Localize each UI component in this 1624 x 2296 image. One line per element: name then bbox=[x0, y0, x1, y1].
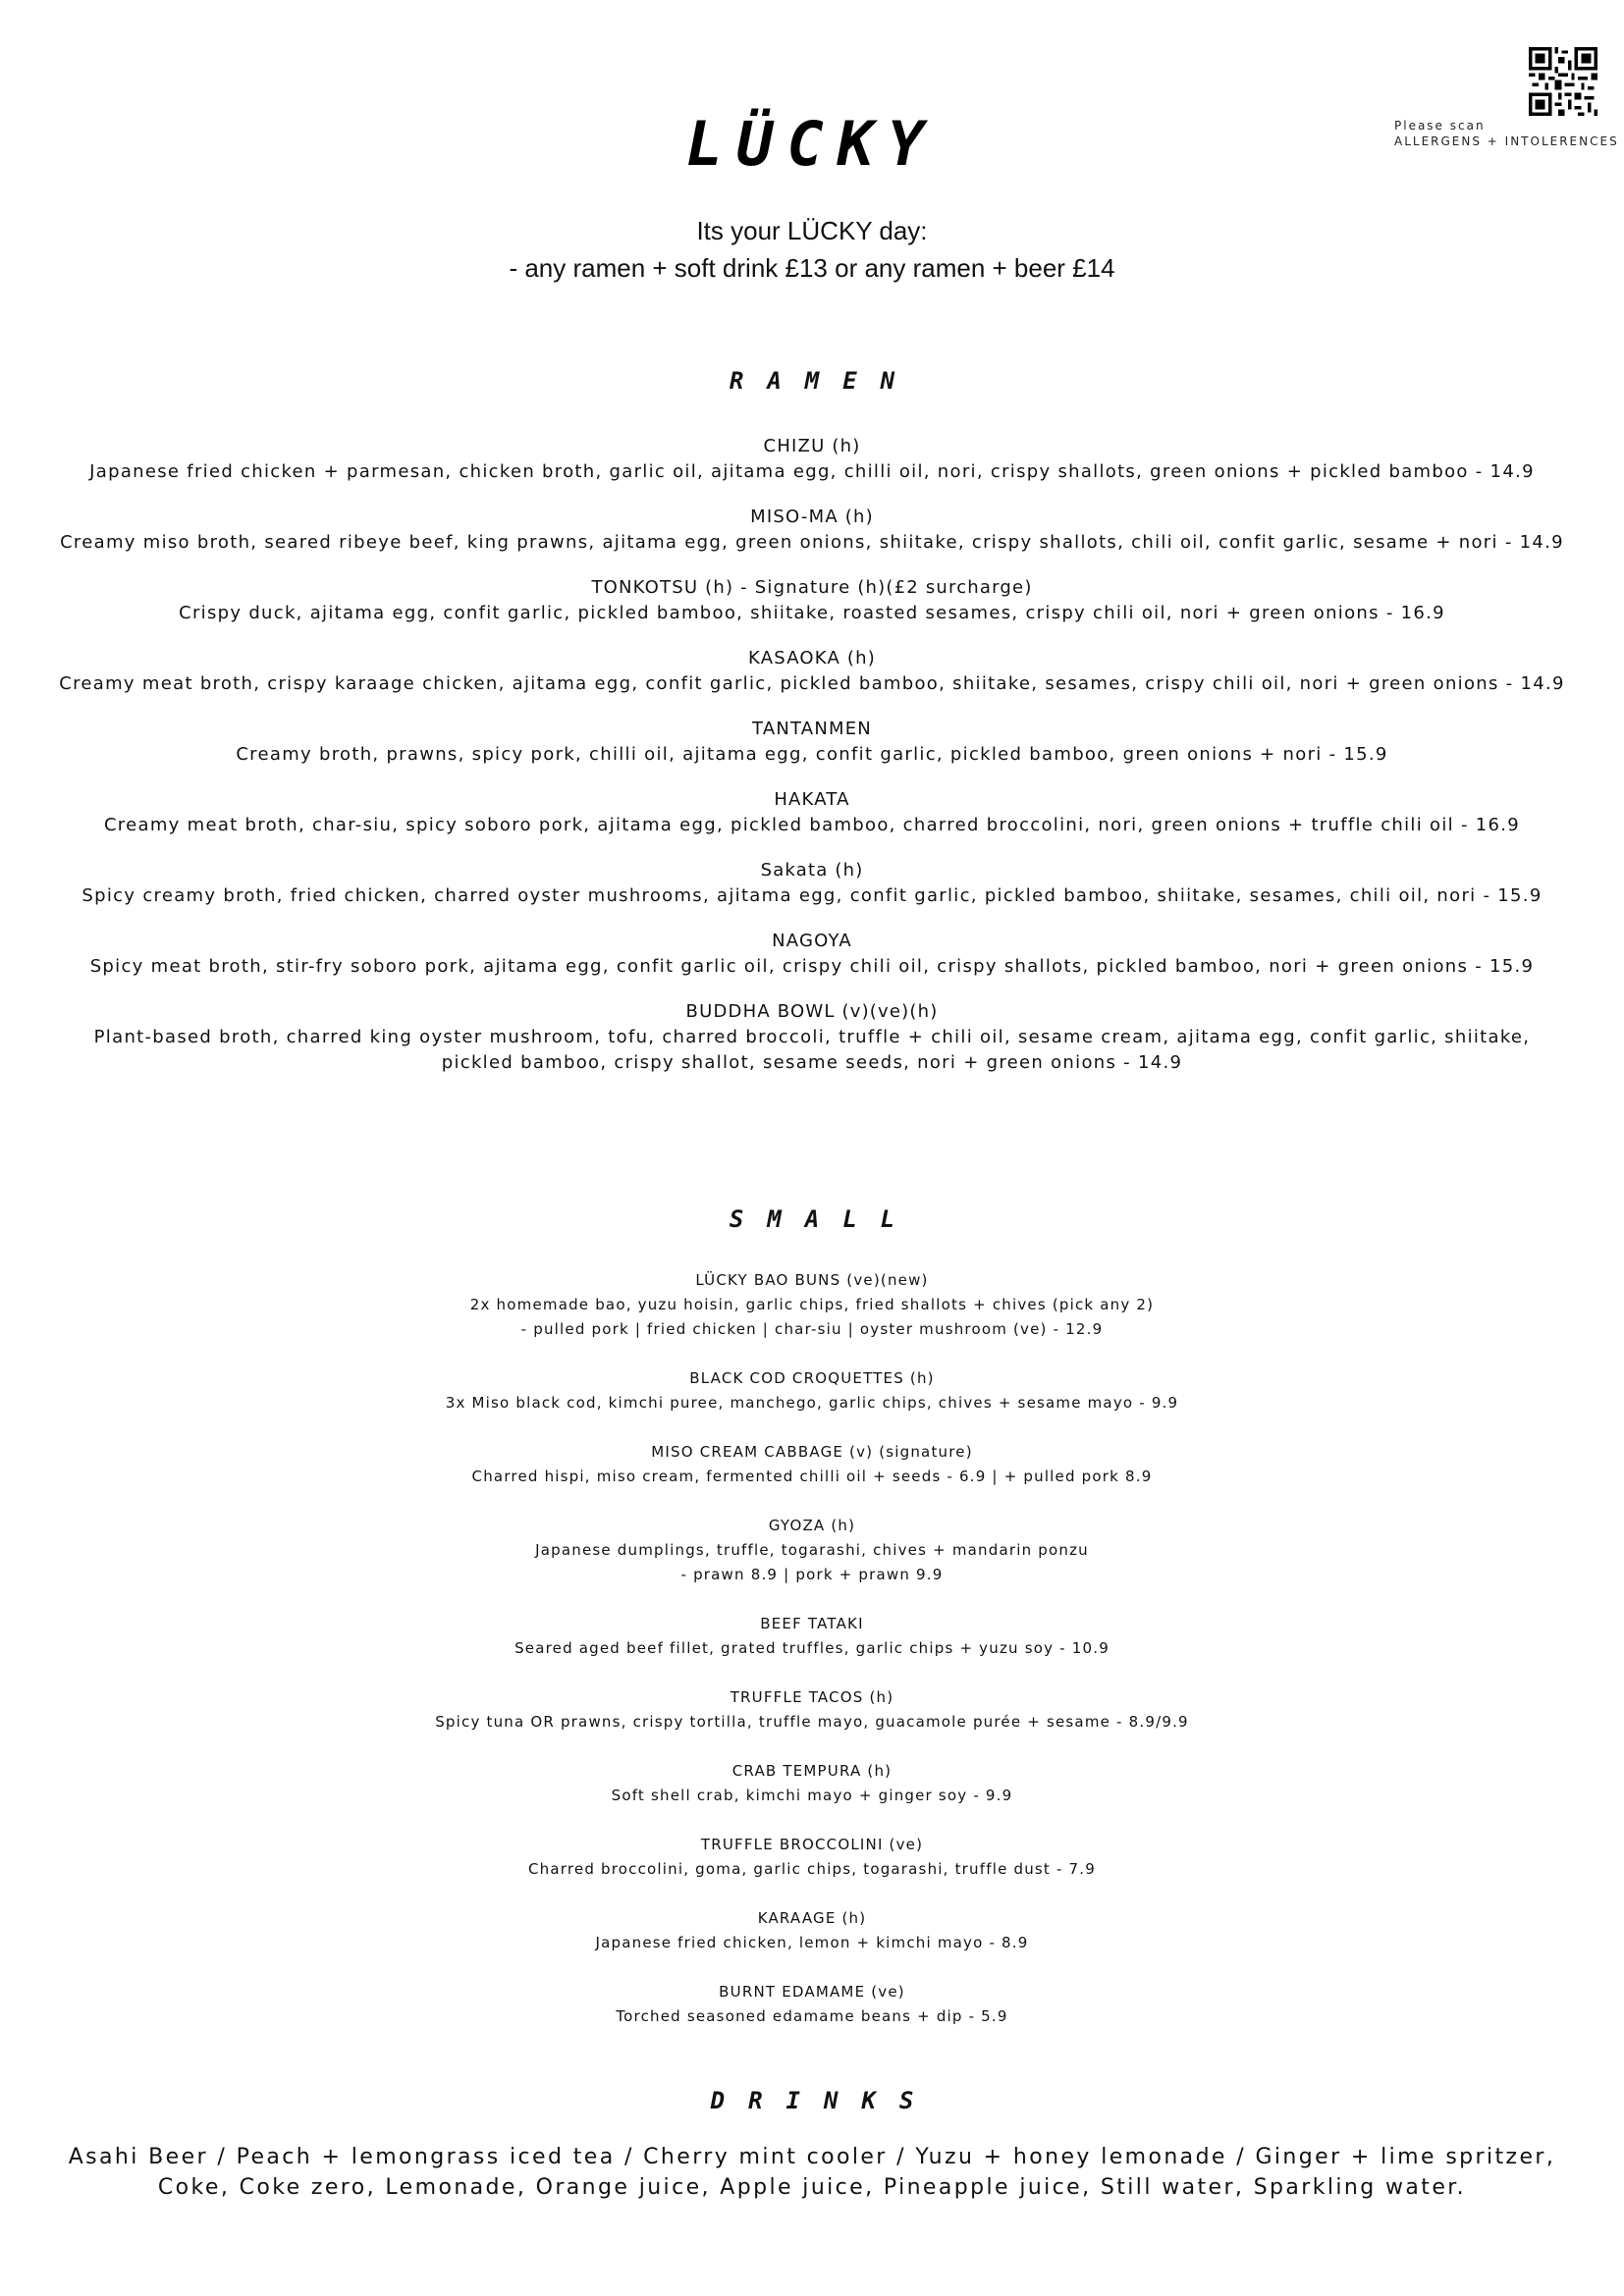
item-name: KASAOKA (h) bbox=[748, 648, 876, 668]
ramen-menu-item bbox=[39, 575, 1585, 626]
ramen-section-title: RAMEN bbox=[729, 367, 919, 395]
item-description: 2x homemade bao, yuzu hoisin, garlic chips, fried shallots + chives (pick any 2) bbox=[469, 1296, 1155, 1313]
drinks-section-title: DRINKS bbox=[710, 2087, 938, 2114]
item-name: BLACK COD CROQUETTES (h) bbox=[689, 1369, 935, 1387]
allergen-notice-line1: Please scan bbox=[1394, 119, 1486, 133]
small-menu-item bbox=[39, 1440, 1585, 1489]
item-name: TANTANMEN bbox=[752, 719, 872, 739]
item-description: Creamy meat broth, crispy karaage chicken, ajitama egg, confit garlic, pickled bamboo, shiitake, sesames, crispy chili oil, nori + green onions - 14.9 bbox=[59, 673, 1565, 694]
item-name: TRUFFLE TACOS (h) bbox=[730, 1688, 894, 1706]
item-name: BEEF TATAKI bbox=[760, 1615, 864, 1632]
item-description: Charred broccolini, goma, garlic chips, togarashi, truffle dust - 7.9 bbox=[527, 1860, 1096, 1878]
item-description: Plant-based broth, charred king oyster mushroom, tofu, charred broccoli, truffle + chili oil, sesame cream, ajitama egg, confit garlic, shiitake, bbox=[93, 1027, 1531, 1047]
item-description: Japanese dumplings, truffle, togarashi, chives + mandarin ponzu bbox=[535, 1541, 1089, 1559]
small-menu-item bbox=[39, 1980, 1585, 2029]
item-name: KARAAGE (h) bbox=[757, 1909, 867, 1927]
small-menu-item bbox=[39, 1685, 1585, 1735]
item-name: MISO CREAM CABBAGE (v) (signature) bbox=[651, 1443, 973, 1461]
item-name: BUDDHA BOWL (v)(ve)(h) bbox=[685, 1001, 939, 1022]
ramen-menu-item bbox=[39, 646, 1585, 697]
promo-line2: - any ramen + soft drink £13 or any ramen + beer £14 bbox=[509, 253, 1115, 283]
item-description: Creamy miso broth, seared ribeye beef, king prawns, ajitama egg, green onions, shiitake, crispy shallots, chili oil, confit garlic, sesame + nori - 14.9 bbox=[60, 532, 1564, 553]
promo-banner bbox=[0, 212, 1624, 287]
item-name: NAGOYA bbox=[772, 931, 852, 951]
item-name: HAKATA bbox=[774, 789, 850, 810]
drinks-list bbox=[0, 2142, 1624, 2203]
item-description: - pulled pork | fried chicken | char-siu | oyster mushroom (ve) - 12.9 bbox=[520, 1320, 1104, 1338]
qr-code-icon[interactable] bbox=[1529, 47, 1597, 116]
ramen-list bbox=[39, 434, 1585, 1095]
small-menu-item bbox=[39, 1366, 1585, 1415]
ramen-menu-item bbox=[39, 787, 1585, 838]
item-description: - prawn 8.9 | pork + prawn 9.9 bbox=[680, 1566, 944, 1583]
small-menu-item bbox=[39, 1612, 1585, 1661]
ramen-menu-item bbox=[39, 505, 1585, 556]
item-name: GYOZA (h) bbox=[768, 1517, 856, 1534]
item-name: CHIZU (h) bbox=[763, 436, 861, 456]
small-menu-item bbox=[39, 1268, 1585, 1342]
item-description: Spicy meat broth, stir-fry soboro pork, ajitama egg, confit garlic oil, crispy chili oil, crispy shallots, pickled bamboo, nori + green onions - 15.9 bbox=[89, 956, 1535, 977]
promo-line1: Its your LÜCKY day: bbox=[696, 216, 928, 245]
allergen-notice bbox=[1394, 118, 1620, 149]
small-section-title: SMALL bbox=[729, 1205, 919, 1233]
item-name: MISO-MA (h) bbox=[750, 507, 874, 527]
item-description: Spicy creamy broth, fried chicken, charred oyster mushrooms, ajitama egg, confit garlic, pickled bamboo, shiitake, sesames, chili oil, nori - 15.9 bbox=[81, 885, 1543, 906]
item-description: Creamy meat broth, char-siu, spicy soboro pork, ajitama egg, pickled bamboo, charred broccolini, nori, green onions + truffle chili oil - 16.9 bbox=[103, 815, 1521, 835]
item-description: Charred hispi, miso cream, fermented chilli oil + seeds - 6.9 | + pulled pork 8.9 bbox=[471, 1468, 1153, 1485]
ramen-menu-item bbox=[39, 434, 1585, 485]
small-menu-item bbox=[39, 1906, 1585, 1955]
item-name: LÜCKY BAO BUNS (ve)(new) bbox=[695, 1271, 929, 1289]
item-name: TONKOTSU (h) - Signature (h)(£2 surcharge) bbox=[591, 577, 1033, 598]
item-description: Crispy duck, ajitama egg, confit garlic, pickled bamboo, shiitake, roasted sesames, crispy chili oil, nori + green onions - 16.9 bbox=[179, 603, 1445, 623]
item-name: Sakata (h) bbox=[760, 860, 864, 881]
item-description: 3x Miso black cod, kimchi puree, manchego, garlic chips, chives + sesame mayo - 9.9 bbox=[445, 1394, 1179, 1412]
item-description: Torched seasoned edamame beans + dip - 5.9 bbox=[616, 2007, 1008, 2025]
allergen-notice-line2: ALLERGENS + INTOLERENCES bbox=[1394, 134, 1619, 148]
ramen-menu-item bbox=[39, 999, 1585, 1076]
small-menu-item bbox=[39, 1759, 1585, 1808]
ramen-menu-item bbox=[39, 717, 1585, 768]
small-menu-item bbox=[39, 1514, 1585, 1587]
item-description: Creamy broth, prawns, spicy pork, chilli oil, ajitama egg, confit garlic, pickled bamboo, green onions + nori - 15.9 bbox=[236, 744, 1388, 765]
item-description: Soft shell crab, kimchi mayo + ginger soy - 9.9 bbox=[611, 1787, 1013, 1804]
brand-logo: LÜCKY bbox=[685, 108, 939, 180]
small-list bbox=[39, 1268, 1585, 2054]
item-description: pickled bamboo, crispy shallot, sesame seeds, nori + green onions - 14.9 bbox=[441, 1052, 1183, 1073]
item-description: Seared aged beef fillet, grated truffles, garlic chips + yuzu soy - 10.9 bbox=[514, 1639, 1110, 1657]
drinks-line1: Asahi Beer / Peach + lemongrass iced tea / Cherry mint cooler / Yuzu + honey lemonade / Ginger + lime spritzer, bbox=[68, 2145, 1556, 2169]
ramen-menu-item bbox=[39, 929, 1585, 980]
drinks-line2: Coke, Coke zero, Lemonade, Orange juice, Apple juice, Pineapple juice, Still water, Sparkling water. bbox=[157, 2175, 1467, 2200]
item-description: Spicy tuna OR prawns, crispy tortilla, truffle mayo, guacamole purée + sesame - 8.9/9.9 bbox=[435, 1713, 1189, 1731]
item-description: Japanese fried chicken + parmesan, chicken broth, garlic oil, ajitama egg, chilli oil, nori, crispy shallots, green onions + pickled bamboo - 14.9 bbox=[89, 461, 1535, 482]
small-menu-item bbox=[39, 1833, 1585, 1882]
ramen-menu-item bbox=[39, 858, 1585, 909]
item-name: TRUFFLE BROCCOLINI (ve) bbox=[700, 1836, 924, 1853]
item-name: BURNT EDAMAME (ve) bbox=[719, 1983, 905, 2001]
item-description: Japanese fried chicken, lemon + kimchi mayo - 8.9 bbox=[595, 1934, 1029, 1951]
item-name: CRAB TEMPURA (h) bbox=[731, 1762, 893, 1780]
